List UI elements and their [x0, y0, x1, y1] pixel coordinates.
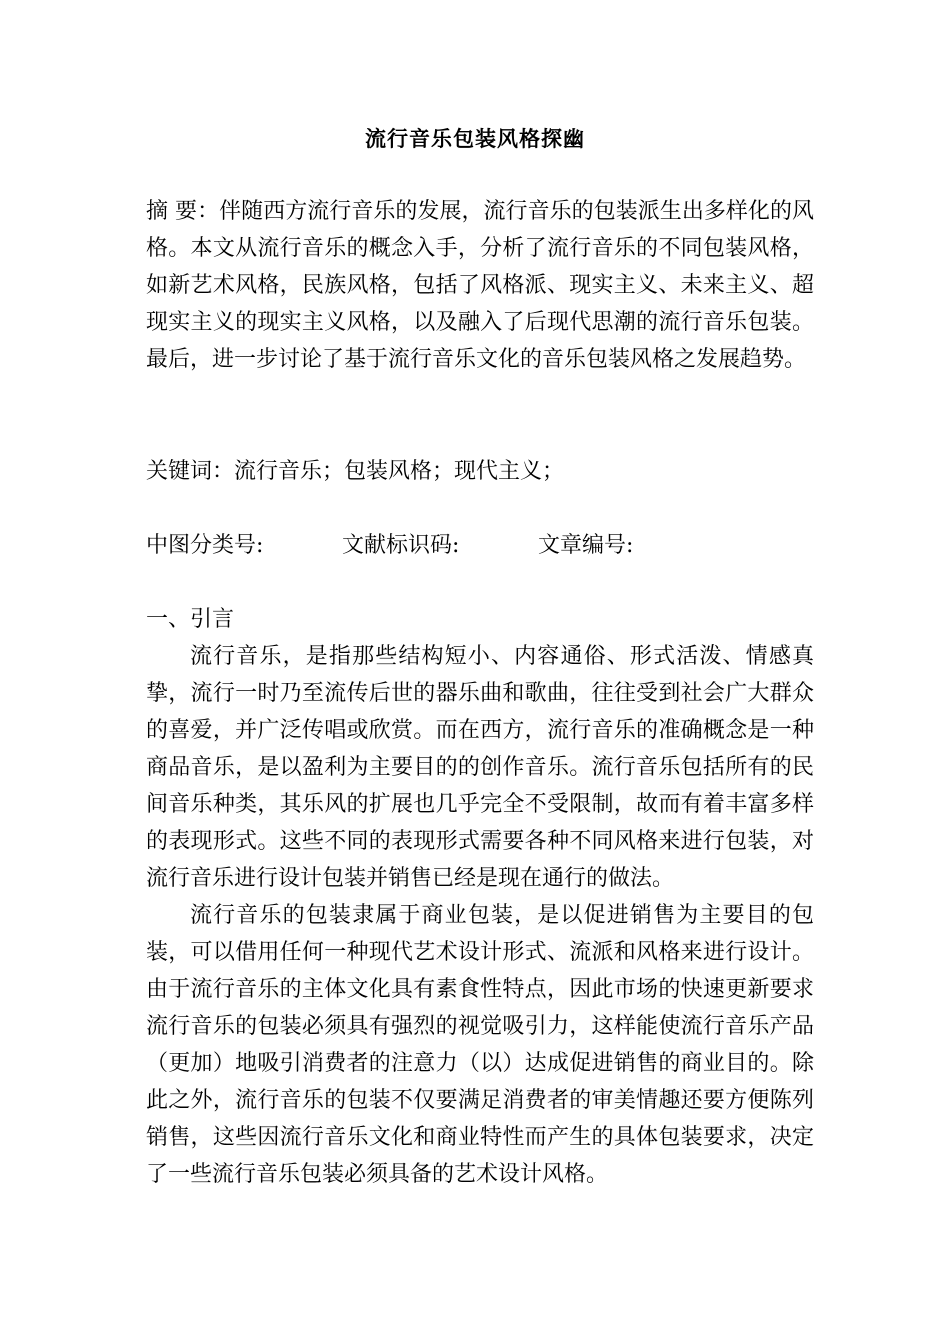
clc-number-label: 中图分类号: [146, 533, 264, 558]
article-number-label: 文章编号: [538, 533, 634, 558]
keywords-label: 关键词： [146, 459, 235, 484]
body-paragraph: 流行音乐的包装隶属于商业包装，是以促进销售为主要目的包装，可以借用任何一种现代艺术设计形式、流派和风格来进行设计。由于流行音乐的主体文化具有素食性特点，因此市场的快速更新要求流行音乐的包装必须具有强烈的视觉吸引力，这样能使流行音乐产品（更加）地吸引消费者的注意力（以）达成促进销售的商业目的。除此之外，流行音乐的包装不仅要满足消费者的审美情趣还要方便陈列销售，这些因流行音乐文化和商业特性而产生的具体包装要求，决定了一些流行音乐包装必须具备的艺术设计风格。 [146, 903, 814, 1187]
section-heading: 一、引言 [146, 607, 235, 632]
classification-line [146, 527, 814, 564]
abstract-text: 伴随西方流行音乐的发展，流行音乐的包装派生出多样化的风格。本文从流行音乐的概念入手，分析了流行音乐的不同包装风格，如新艺术风格，民族风格，包括了风格派、现实主义、未来主义、超现实主义的现实主义风格，以及融入了后现代思潮的流行音乐包装。最后，进一步讨论了基于流行音乐文化的音乐包装风格之发展趋势。 [146, 199, 814, 372]
abstract-paragraph [146, 193, 814, 378]
page-title: 流行音乐包装风格探幽 [365, 126, 585, 151]
abstract-label: 摘 要： [146, 199, 220, 224]
keywords [146, 453, 814, 490]
abstract [146, 193, 814, 378]
section-body [146, 638, 814, 1193]
keywords-text: 流行音乐；包装风格；现代主义； [234, 459, 565, 484]
keywords-line [146, 453, 814, 490]
body-paragraph: 流行音乐，是指那些结构短小、内容通俗、形式活泼、情感真挚，流行一时乃至流传后世的器乐曲和歌曲，往往受到社会广大群众的喜爱，并广泛传唱或欣赏。而在西方，流行音乐的准确概念是一种商品音乐，是以盈利为主要目的的创作音乐。流行音乐包括所有的民间音乐种类，其乐风的扩展也几乎完全不受限制，故而有着丰富多样的表现形式。这些不同的表现形式需要各种不同风格来进行包装，对流行音乐进行设计包装并销售已经是现在通行的做法。 [146, 644, 814, 891]
document-code-label: 文献标识码: [342, 533, 460, 558]
